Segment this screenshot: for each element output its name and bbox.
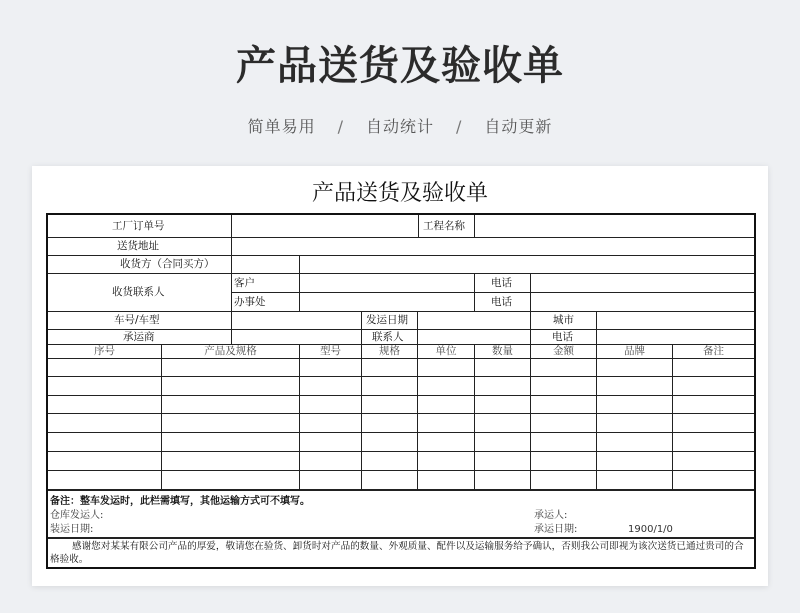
col-header-amount: 金额 bbox=[553, 345, 574, 357]
label-project-name: 工程名称 bbox=[423, 220, 465, 232]
row-divider bbox=[48, 273, 754, 274]
col-header-spec: 规格 bbox=[379, 345, 400, 357]
label-ship-date: 发运日期 bbox=[366, 314, 408, 326]
col-divider bbox=[361, 311, 362, 344]
label-vehicle-model: 车号/车型 bbox=[114, 314, 160, 326]
table-row[interactable] bbox=[48, 471, 754, 489]
label-receiver-contact: 收货联系人 bbox=[112, 286, 165, 298]
col-header-quantity: 数量 bbox=[492, 345, 513, 357]
carrier-field[interactable] bbox=[233, 330, 359, 344]
delivery-form-table bbox=[46, 213, 756, 569]
col-divider bbox=[474, 215, 475, 237]
customer-field[interactable] bbox=[301, 276, 472, 290]
feature-auto-update: 自动更新 bbox=[484, 117, 553, 136]
label-phone: 电话 bbox=[552, 331, 573, 343]
project-name-field[interactable] bbox=[476, 219, 752, 233]
table-row[interactable] bbox=[48, 359, 754, 376]
contact-field[interactable] bbox=[419, 330, 528, 344]
office-field[interactable] bbox=[301, 295, 472, 309]
carrier-date-value: 1900/1/0 bbox=[628, 524, 673, 535]
col-divider bbox=[418, 215, 419, 237]
receiver-field[interactable] bbox=[301, 257, 752, 271]
feature-auto-stats: 自动统计 bbox=[365, 117, 434, 136]
carrier-date-label: 承运日期: bbox=[534, 524, 578, 535]
row-divider bbox=[48, 255, 754, 256]
feature-tagline bbox=[0, 114, 800, 137]
page-title: 产品送货及验收单 bbox=[236, 43, 564, 89]
col-header-unit: 单位 bbox=[435, 345, 457, 357]
table-row[interactable] bbox=[48, 377, 754, 395]
table-row[interactable] bbox=[48, 396, 754, 413]
table-row[interactable] bbox=[48, 433, 754, 451]
factory-order-no-field[interactable] bbox=[233, 219, 416, 233]
separator: / bbox=[456, 117, 463, 136]
col-header-brand: 品牌 bbox=[624, 345, 645, 357]
label-delivery-address: 送货地址 bbox=[117, 240, 159, 252]
label-factory-order-no: 工厂订单号 bbox=[112, 220, 165, 232]
row-divider bbox=[48, 489, 754, 491]
row-divider bbox=[48, 237, 754, 238]
warehouse-shipper-label: 仓库发运人: bbox=[50, 510, 104, 521]
col-header-product: 产品及规格 bbox=[204, 345, 257, 357]
loading-date-label: 装运日期: bbox=[50, 524, 94, 535]
shipping-note: 备注：整车发运时，此栏需填写，其他运输方式可不填写。 bbox=[50, 496, 310, 507]
col-divider bbox=[596, 311, 597, 344]
label-carrier: 承运商 bbox=[123, 331, 155, 343]
row-divider bbox=[231, 292, 754, 293]
col-divider bbox=[299, 255, 300, 311]
col-divider bbox=[530, 311, 531, 344]
carrier-person-label: 承运人: bbox=[534, 510, 568, 521]
label-contact: 联系人 bbox=[372, 331, 404, 343]
label-office: 办事处 bbox=[234, 296, 266, 308]
label-phone: 电话 bbox=[491, 277, 512, 289]
table-row[interactable] bbox=[48, 414, 754, 432]
ship-date-field[interactable] bbox=[419, 313, 528, 327]
form-title: 产品送货及验收单 bbox=[311, 181, 488, 206]
table-row[interactable] bbox=[48, 452, 754, 470]
delivery-address-field[interactable] bbox=[233, 239, 752, 253]
col-divider bbox=[474, 273, 475, 311]
form-sheet bbox=[32, 166, 768, 586]
label-phone: 电话 bbox=[491, 296, 512, 308]
col-header-remark: 备注 bbox=[703, 345, 724, 357]
col-divider bbox=[231, 215, 232, 344]
col-header-model: 型号 bbox=[320, 345, 341, 357]
row-divider bbox=[48, 311, 754, 312]
label-receiver: 收货方（合同买方） bbox=[120, 258, 215, 270]
carrier-phone-field[interactable] bbox=[598, 330, 752, 344]
col-header-index: 序号 bbox=[94, 345, 115, 357]
vehicle-model-field[interactable] bbox=[233, 313, 359, 327]
customer-phone-field[interactable] bbox=[532, 276, 752, 290]
col-divider bbox=[417, 311, 418, 344]
office-phone-field[interactable] bbox=[532, 295, 752, 309]
separator: / bbox=[337, 117, 344, 136]
col-divider bbox=[530, 273, 531, 311]
label-city: 城市 bbox=[553, 314, 574, 326]
feature-easy: 简单易用 bbox=[247, 117, 316, 136]
city-field[interactable] bbox=[598, 313, 752, 327]
thanks-message: 感谢您对某某有限公司产品的厚爱，敬请您在验货、卸货时对产品的数量、外观质量、配件以及运输服务给予确认，否则我公司即视为该次送货已通过贵司的合格验收。 bbox=[50, 541, 744, 565]
row-divider bbox=[48, 537, 754, 539]
label-customer: 客户 bbox=[234, 277, 255, 289]
